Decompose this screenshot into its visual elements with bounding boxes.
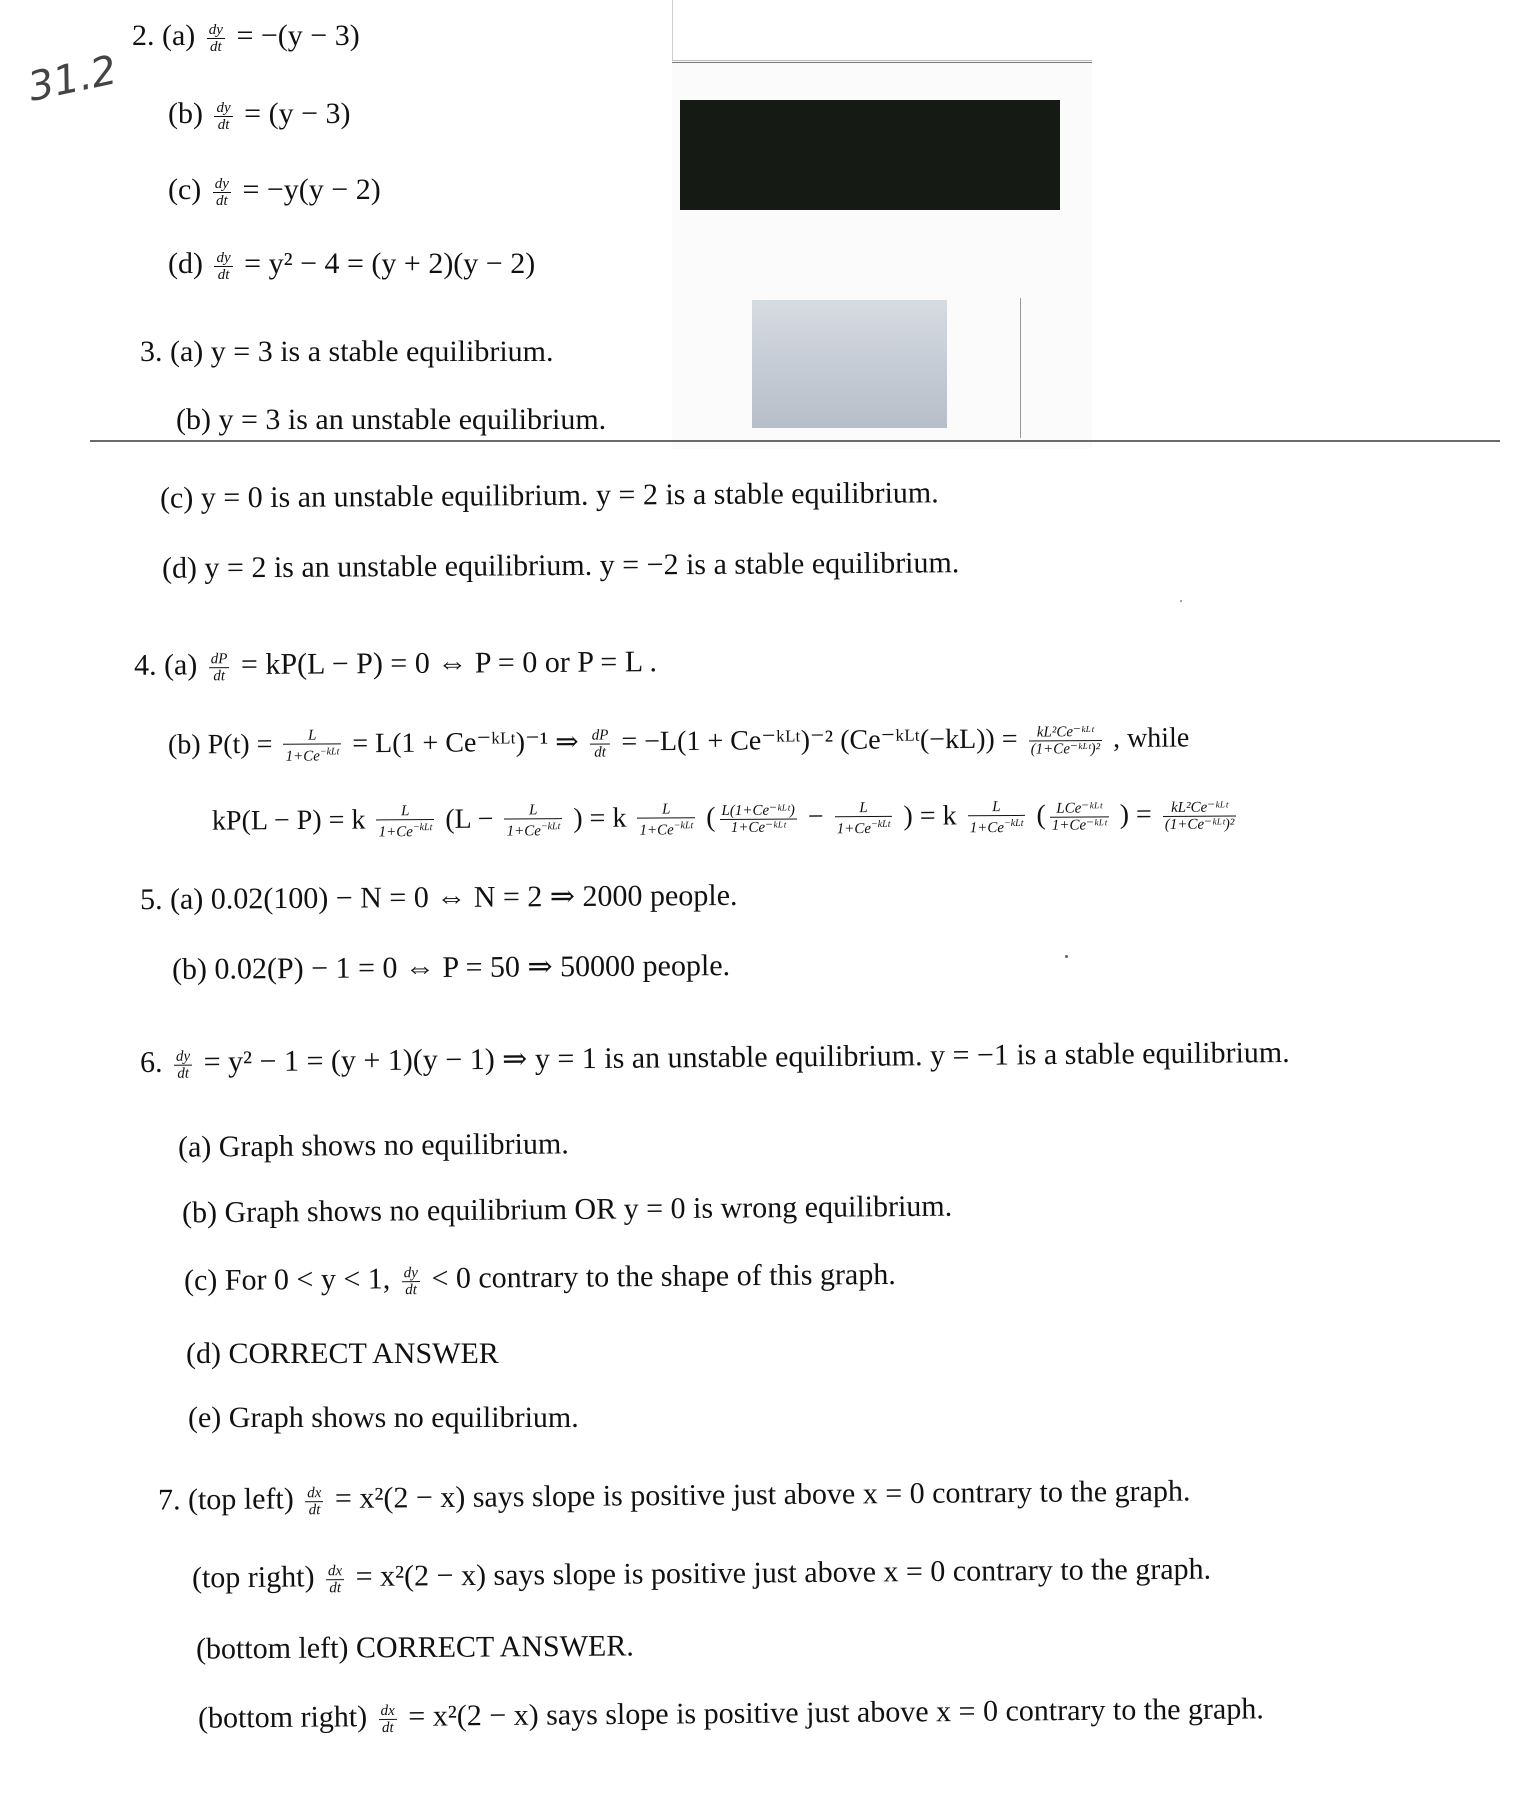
equation-mid: = L(1 + Ce⁻ᵏᴸᵗ)⁻¹ ⇒: [352, 726, 579, 760]
light-image-block: [752, 300, 947, 428]
dy-dt-fraction: $\frac{dy}{dt}$: [174, 1048, 192, 1081]
dy-dt-fraction: $\frac{dy}{dt}$: [214, 175, 229, 209]
dark-image-block: [680, 100, 1060, 210]
problem-7-top-left: 7. (top left) $\frac{dx}{dt}$ = x²(2 − x) says slope is positive just above x = 0 contrary to the graph.: [157, 1474, 1191, 1518]
problem-3b: (b) y = 3 is an unstable equilibrium.: [176, 403, 607, 436]
problem-7-bottom-right: (bottom right) $\frac{dx}{dt}$ = x²(2 − x) says slope is positive just above x = 0 contrary to the graph.: [197, 1692, 1264, 1736]
label: (d): [168, 247, 203, 280]
problem-6e: (e) Graph shows no equilibrium.: [188, 1401, 579, 1434]
scan-speck: [1180, 600, 1182, 602]
problem-3c: (c) y = 0 is an unstable equilibrium. y = 2 is a stable equilibrium.: [159, 476, 939, 515]
dP-dt-fraction: $\frac{dP}{dt}$: [590, 728, 611, 761]
dy-dt-fraction: $\frac{dy}{dt}$: [216, 99, 231, 133]
dP-dt-fraction: $\frac{dP}{dt}$: [209, 651, 230, 684]
problem-7-top-right: (top right) $\frac{dx}{dt}$ = x²(2 − x) says slope is positive just above x = 0 contrary to the graph.: [191, 1552, 1212, 1596]
problem-3a: 3. (a) y = 3 is a stable equilibrium.: [140, 335, 554, 368]
logistic-fraction: $\frac{L}{1+Ce^{-kLt}}$: [637, 801, 695, 838]
paper-edge-vertical: [1020, 298, 1021, 438]
label: (b): [168, 97, 203, 130]
logistic-fraction: $\frac{L}{1+Ce^{-kLt}}$: [376, 803, 434, 840]
problem-5a: 5. (a) 0.02(100) − N = 0 ⇔ N = 2 ⇒ 2000 people.: [139, 878, 738, 917]
final-fraction: $\frac{\text{kL²Ce⁻ᵏᴸᵗ}}{\text{(1+Ce⁻ᵏᴸᵗ)²}}$: [1163, 800, 1237, 834]
problem-6a: (a) Graph shows no equilibrium.: [177, 1127, 569, 1164]
scan-speck: [1065, 955, 1068, 958]
problem-5b: (b) 0.02(P) − 1 = 0 ⇔ P = 50 ⇒ 50000 people.: [171, 949, 731, 986]
logistic-fraction: $\frac{L}{1+Ce^{-kLt}}$: [835, 800, 893, 837]
equation: = y² − 4 = (y + 2)(y − 2): [244, 247, 536, 280]
paper-edge-line: [672, 62, 1092, 63]
problem-2a: [132, 18, 360, 55]
equation: = kP(L − P) = 0 ⇔ P = 0 or P = L .: [240, 645, 658, 682]
equation: = −y(y − 2): [242, 173, 381, 206]
problem-4b-line2: kP(L − P) = k $\frac{L}{1+Ce^{-kLt}}$ (L − $\frac{L}{1+Ce^{-kLt}}$ ) = k $\frac{L}{1+Ce^{-kLt}}$ ( $\frac{\text{L(1+Ce⁻ᵏᴸᵗ)}}{\text{1+Ce⁻ᵏᴸᵗ}}$ − $\frac{L}{1+Ce^{-kLt}}$ ) = k $\frac{L}{1+Ce^{-kLt}}$ ( $\frac{\text{LCe⁻ᵏᴸᵗ}}{\text{1+Ce⁻ᵏᴸᵗ}}$ ) = $\frac{\text{kL²Ce⁻ᵏᴸᵗ}}{\text{(1+Ce⁻ᵏᴸᵗ)²}}$: [211, 799, 1235, 841]
label: (c): [168, 173, 202, 206]
margin-note: 31.2: [24, 47, 121, 111]
equation: = −(y − 3): [236, 19, 360, 52]
problem-2c: [168, 172, 381, 209]
logistic-fraction: $\frac{L}{1+Ce^{-kLt}}$: [283, 727, 341, 764]
problem-7-bottom-left: (bottom left) CORRECT ANSWER.: [195, 1629, 634, 1666]
problem-4b-line1: [168, 720, 1189, 765]
problem-2b: [168, 96, 350, 133]
equation: = y² − 1 = (y + 1)(y − 1) ⇒ y = 1 is an unstable equilibrium. y = −1 is a stable equilibrium.: [203, 1035, 1290, 1079]
dx-dt-fraction: $\frac{dx}{dt}$: [379, 1703, 397, 1736]
problem-3d: (d) y = 2 is an unstable equilibrium. y = −2 is a stable equilibrium.: [161, 546, 960, 585]
dx-dt-fraction: $\frac{dx}{dt}$: [305, 1485, 323, 1518]
dy-dt-fraction: $\frac{dy}{dt}$: [208, 21, 223, 55]
problem-4a: [134, 644, 657, 684]
problem-6c: (c) For 0 < y < 1, $\frac{dy}{dt}$ < 0 contrary to the shape of this graph.: [183, 1257, 896, 1298]
while-text: , while: [1112, 722, 1190, 754]
dy-dt-fraction: $\frac{dy}{dt}$: [402, 1265, 420, 1298]
problem-6b: (b) Graph shows no equilibrium OR y = 0 is wrong equilibrium.: [181, 1189, 953, 1230]
label: 2. (a): [132, 19, 196, 52]
expanded-fraction: $\frac{\text{L(1+Ce⁻ᵏᴸᵗ)}}{\text{1+Ce⁻ᵏᴸᵗ}}$: [719, 803, 796, 837]
problem-6: [140, 1035, 1290, 1082]
label: 6.: [139, 1045, 163, 1080]
dy-dt-fraction: $\frac{dy}{dt}$: [216, 249, 231, 283]
dx-dt-fraction: $\frac{dx}{dt}$: [326, 1563, 344, 1596]
logistic-fraction: $\frac{L}{1+Ce^{-kLt}}$: [967, 799, 1025, 836]
equation-mid2: = −L(1 + Ce⁻ᵏᴸᵗ)⁻² (Ce⁻ᵏᴸᵗ(−kL)) =: [621, 723, 1018, 758]
label: 4. (a): [133, 648, 198, 682]
paper-edge-overlap: [90, 440, 1500, 442]
result-fraction: $\frac{\text{kL²Ce⁻ᵏᴸᵗ}}{\text{(1+Ce⁻ᵏᴸᵗ)²}}$: [1028, 724, 1102, 758]
simplified-fraction: $\frac{\text{LCe⁻ᵏᴸᵗ}}{\text{1+Ce⁻ᵏᴸᵗ}}$: [1050, 800, 1109, 833]
label: (b) P(t) =: [167, 728, 273, 761]
equation: = (y − 3): [244, 97, 351, 130]
problem-6d: (d) CORRECT ANSWER: [186, 1337, 499, 1370]
problem-2d: [168, 246, 535, 283]
logistic-fraction: $\frac{L}{1+Ce^{-kLt}}$: [504, 802, 562, 839]
